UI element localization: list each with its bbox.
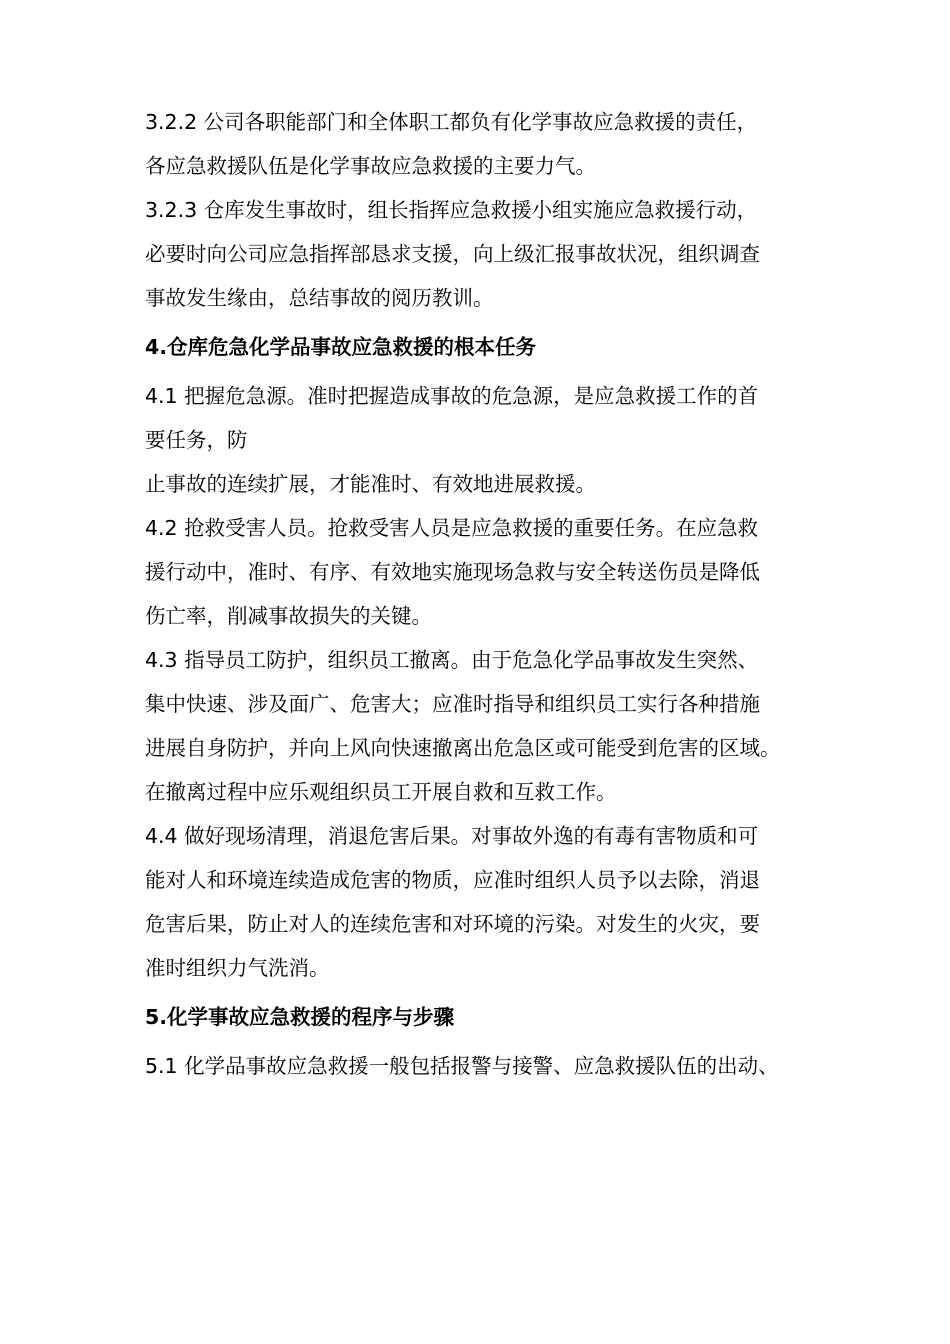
para-3-2-2-line-1: 3.2.2 公司各职能部门和全体职工都负有化学事故应急救援的责任，: [145, 110, 758, 134]
para-4-2-line-1: 4.2 抢救受害人员。抢救受害人员是应急救援的重要任务。在应急救: [145, 516, 759, 540]
para-4-3-line-4: 在撤离过程中应乐观组织员工开展自救和互救工作。: [145, 780, 617, 804]
para-4-1-line-1: 4.1 把握危急源。准时把握造成事故的危急源，是应急救援工作的首: [145, 384, 759, 408]
para-4-4-line-3: 危害后果，防止对人的连续危害和对环境的污染。对发生的火灾，要: [145, 912, 760, 936]
para-4-3-line-2: 集中快速、涉及面广、危害大；应准时指导和组织员工实行各种措施: [145, 692, 760, 716]
para-3-2-3-line-2: 必要时向公司应急指挥部恳求支援，向上级汇报事故状况，组织调查: [145, 242, 760, 266]
para-4-4-line-2: 能对人和环境连续造成危害的物质，应准时组织人员予以去除，消退: [145, 868, 760, 892]
para-4-4-line-1: 4.4 做好现场清理，消退危害后果。对事故外逸的有毒有害物质和可: [145, 824, 759, 848]
section-heading-4: 4.仓库危急化学品事故应急救援的根本任务: [145, 335, 537, 359]
para-4-2-line-2: 援行动中，准时、有序、有效地实施现场急救与安全转送伤员是降低: [145, 560, 760, 584]
para-3-2-3-line-1: 3.2.3 仓库发生事故时，组长指挥应急救援小组实施应急救援行动，: [145, 198, 758, 222]
para-4-2-line-3: 伤亡率，削减事故损失的关键。: [145, 604, 432, 628]
para-4-1-line-3: 止事故的连续扩展，才能准时、有效地进展救援。: [145, 472, 596, 496]
document-body: [145, 100, 825, 1088]
para-3-2-2-line-2: 各应急救援队伍是化学事故应急救援的主要力气。: [145, 154, 596, 178]
para-5-1-line-1: 5.1 化学品事故应急救援一般包括报警与接警、应急救援队伍的出动、: [145, 1054, 779, 1078]
para-3-2-3-line-3: 事故发生缘由，总结事故的阅历教训。: [145, 286, 494, 310]
para-4-1-line-2: 要任务，防: [145, 428, 248, 452]
section-heading-5: 5.化学事故应急救援的程序与步骤: [145, 1005, 455, 1029]
para-4-3-line-3: 进展自身防护，并向上风向快速撤离出危急区或可能受到危害的区域。: [145, 736, 781, 760]
para-4-3-line-1: 4.3 指导员工防护，组织员工撤离。由于危急化学品事故发生突然、: [145, 648, 759, 672]
para-4-4-line-4: 准时组织力气洗消。: [145, 956, 330, 980]
